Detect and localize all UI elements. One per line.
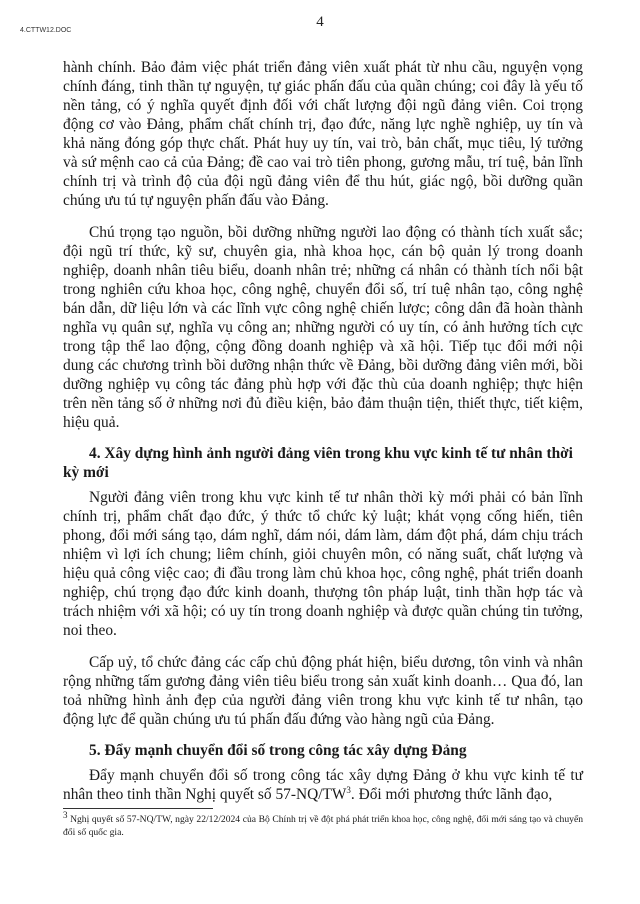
document-body [63,58,583,804]
section-heading-5: 5. Đẩy mạnh chuyển đổi số trong công tác xây dựng Đảng [89,742,467,759]
footnote-separator [63,808,213,809]
section-heading-4: 4. Xây dựng hình ảnh người đảng viên trong khu vực kinh tế tư nhân thời kỳ mới [63,445,573,481]
footnote-marker: 3 [63,809,68,820]
footnote-text: Nghị quyết số 57-NQ/TW, ngày 22/12/2024 của Bộ Chính trị về đột phá phát triển khoa học, công nghệ, đổi mới sáng tạo và chuyển đổi số quốc gia. [63,814,583,838]
paragraph-digital-transformation [63,766,583,804]
paragraph-party-member-image: Người đảng viên trong khu vực kinh tế tư nhân thời kỳ mới phải có bản lĩnh chính trị, phẩm chất đạo đức, ý thức tổ chức kỷ luật; khát vọng cống hiến, tiên phong, đổi mới sáng tạo, dám nghĩ, dám nói, dám làm, dám đột phá, dám chịu trách nhiệm vì lợi ích chung; liêm chính, giỏi chuyên môn, có năng suất, chất lượng và hiệu quả công việc cao; đi đầu trong làm chủ khoa học, công nghệ, phát triển doanh nghiệp, chú trọng đạo đức kinh doanh, thượng tôn pháp luật, tinh thần hợp tác và trách nhiệm với xã hội; có uy tín trong doanh nghiệp và được quần chúng tin tưởng, noi theo. [63,489,583,639]
paragraph-training-sources: Chú trọng tạo nguồn, bồi dưỡng những người lao động có thành tích xuất sắc; đội ngũ trí thức, kỹ sư, chuyên gia, nhà khoa học, cán bộ quản lý trong doanh nghiệp, doanh nhân tiêu biểu, doanh nhân trẻ; những cá nhân có thành tích nổi bật trong nghiên cứu khoa học, công nghệ, chuyển đổi số, trí tuệ nhân tạo, công nghệ bán dẫn, dữ liệu lớn và các lĩnh vực công nghệ chiến lược; công dân đã hoàn thành nghĩa vụ quân sự, nghĩa vụ công an; những người có uy tín, có ảnh hưởng tích cực trong tập thể lao động, cộng đồng doanh nghiệp và xã hội. Tiếp tục đổi mới nội dung các chương trình bồi dưỡng nhận thức về Đảng, bồi dưỡng đảng viên mới, bồi dưỡng nghiệp vụ công tác đảng phù hợp với đặc thù của doanh nghiệp; thực hiện trên nền tảng số ở những nơi đủ điều kiện, bảo đảm thuận tiện, thiết thực, tiết kiệm, hiệu quả. [63,224,583,431]
footnote-reference: 3 [346,784,351,795]
document-file-name: 4.CTTW12.DOC [20,27,72,34]
paragraph-continued: hành chính. Bảo đảm việc phát triển đảng viên xuất phát từ nhu cầu, nguyện vọng chính đáng, tinh thần tự nguyện, tự giác phấn đấu của quần chúng; coi đây là yếu tố nền tảng, có ý nghĩa quyết định đối với chất lượng đội ngũ đảng viên. Coi trọng động cơ vào Đảng, phẩm chất chính trị, đạo đức, năng lực nghề nghiệp, uy tín và khả năng đóng góp thực chất. Phát huy uy tín, vai trò, bản chất, mục tiêu, lý tưởng và sứ mệnh cao cả của Đảng; đề cao vai trò tiên phong, gương mẫu, trí tuệ, bản lĩnh chính trị và trình độ của đội ngũ đảng viên để thu hút, giác ngộ, bồi dưỡng quần chúng ưu tú tự nguyện phấn đấu vào Đảng. [63,59,583,209]
paragraph-digital-text: Đẩy mạnh chuyển đổi số trong công tác xây dựng Đảng ở khu vực kinh tế tư nhân theo tinh thần Nghị quyết số 57-NQ/TW [63,767,583,803]
footnote [63,809,583,839]
page-number: 4 [316,14,324,30]
paragraph-digital-text-end: . Đổi mới phương thức lãnh đạo, [350,786,553,803]
paragraph-party-committees: Cấp uỷ, tổ chức đảng các cấp chủ động phát hiện, biểu dương, tôn vinh và nhân rộng những tấm gương đảng viên tiêu biểu trong sản xuất kinh doanh… Qua đó, lan toả những hình ảnh đẹp của người đảng viên trong khu vực kinh tế tư nhân, tạo động lực để quần chúng ưu tú phấn đấu đứng vào hàng ngũ của Đảng. [63,654,583,728]
